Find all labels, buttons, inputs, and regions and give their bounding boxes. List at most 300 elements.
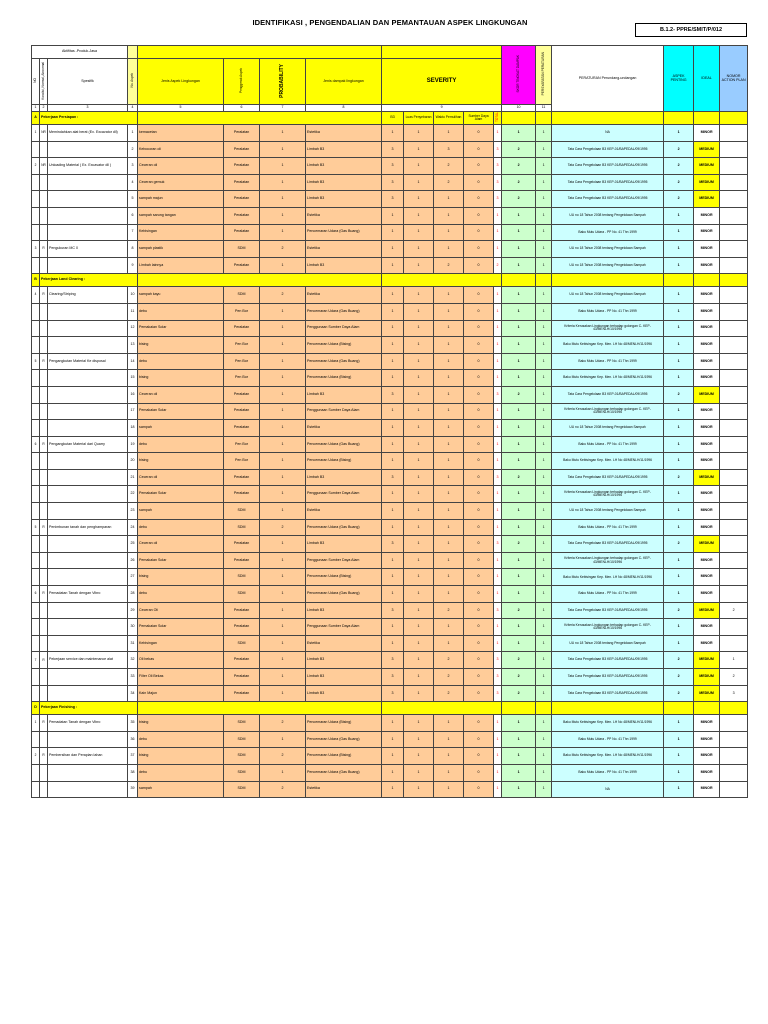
cell-dampak: Pencemaran Udara (Gas Buang) xyxy=(306,436,382,453)
cell-ap: 1 xyxy=(664,781,694,798)
cell-k xyxy=(40,337,48,354)
cell-spec xyxy=(48,420,128,437)
cell-b3: 1 xyxy=(382,370,404,387)
cell-luas: 1 xyxy=(404,436,434,453)
cell-no xyxy=(32,635,40,652)
cell-reg: Baku Mutu Udara - PP No. 41 Thn 1999 xyxy=(552,764,664,781)
cell-spec xyxy=(48,337,128,354)
cell-dampak: Pencemaran Udara (Gas Buang) xyxy=(306,764,382,781)
cell-spec xyxy=(48,386,128,403)
cell-luas: 1 xyxy=(404,669,434,686)
cell-prob: 1 xyxy=(260,370,306,387)
cell-ap: 1 xyxy=(664,320,694,337)
cell-skor: 1 xyxy=(502,619,536,636)
cell-luas: 1 xyxy=(404,320,434,337)
cell-peng: SDM xyxy=(224,715,260,732)
cell-peng: Pen Bor xyxy=(224,303,260,320)
cell-no xyxy=(32,420,40,437)
cell-ideal: MINOR xyxy=(694,748,720,765)
cell-act: 2 xyxy=(720,669,748,686)
cell-ideal: MINOR xyxy=(694,224,720,241)
cell-na: 16 xyxy=(128,386,138,403)
cell-luas: 1 xyxy=(404,486,434,503)
aspect-table xyxy=(31,45,748,798)
cell-k: NR xyxy=(40,158,48,175)
cell-sda: 0 xyxy=(464,224,494,241)
cell-luas: 1 xyxy=(404,569,434,586)
cell-luas: 1 xyxy=(404,207,434,224)
cell-tot: 3 xyxy=(494,386,502,403)
cell-jenis: Ceceran oli xyxy=(138,469,224,486)
cell-b3: 1 xyxy=(382,552,404,569)
cell-spec: Pemadatan Tanah dengan Vibro xyxy=(48,586,128,603)
cell-reg: Tata Cara Pengelolaan B3 KEP-01/BAPEDAL/09/1995 xyxy=(552,669,664,686)
cell-ap: 1 xyxy=(664,353,694,370)
cell-no xyxy=(32,141,40,158)
cell-per: 1 xyxy=(536,353,552,370)
cell-sda: 0 xyxy=(464,503,494,520)
cell-b3: 1 xyxy=(382,337,404,354)
cell-sda: 0 xyxy=(464,731,494,748)
header-no-aspek: No. Aspek xyxy=(129,73,134,88)
cell-peng: Peralatan xyxy=(224,224,260,241)
header-kondisi: Kondisi, Normal, Abnormal xyxy=(40,61,45,100)
cell-ideal: MINOR xyxy=(694,619,720,636)
cell-sda: 0 xyxy=(464,353,494,370)
cell-ap: 1 xyxy=(664,287,694,304)
cell-spec xyxy=(48,731,128,748)
cell-k: R xyxy=(40,586,48,603)
cell-jenis: debu xyxy=(138,436,224,453)
sev-b3-label: B3 xyxy=(382,112,404,125)
cell-act xyxy=(720,320,748,337)
cell-act xyxy=(720,519,748,536)
cell-jenis: bising xyxy=(138,453,224,470)
cell-sda: 0 xyxy=(464,536,494,553)
cell-prob: 1 xyxy=(260,764,306,781)
cell-spec xyxy=(48,669,128,686)
cell-peng: Peralatan xyxy=(224,685,260,702)
cell-tot: 1 xyxy=(494,436,502,453)
cell-sda: 0 xyxy=(464,287,494,304)
cell-dampak: Limbah B3 xyxy=(306,469,382,486)
cell-luas: 1 xyxy=(404,370,434,387)
cell-na: 38 xyxy=(128,764,138,781)
cell-act xyxy=(720,241,748,258)
cell-spec: Pembersihan dan Perapian lahan xyxy=(48,748,128,765)
cell-tot: 1 xyxy=(494,731,502,748)
table-row xyxy=(32,602,748,619)
cell-sda: 0 xyxy=(464,652,494,669)
cell-dampak: Limbah B3 xyxy=(306,669,382,686)
cell-no xyxy=(32,486,40,503)
table-row xyxy=(32,125,748,142)
table-row xyxy=(32,685,748,702)
cell-reg: Kriteria Kerusakan Lingkungan terhadap golongan C- KEP-43/MENLH/10/1996 xyxy=(552,552,664,569)
cell-ideal: MINOR xyxy=(694,303,720,320)
cell-peng: SDM xyxy=(224,569,260,586)
cell-sda: 0 xyxy=(464,420,494,437)
cell-luas: 1 xyxy=(404,303,434,320)
cell-peng: SDM xyxy=(224,586,260,603)
cell-tot: 1 xyxy=(494,337,502,354)
cell-luas: 1 xyxy=(404,731,434,748)
cell-reg: Kriteria Kerusakan Lingkungan terhadap golongan C- KEP-43/MENLH/10/1996 xyxy=(552,619,664,636)
cell-b3: 3 xyxy=(382,386,404,403)
cell-b3: 1 xyxy=(382,635,404,652)
cell-no: 1 xyxy=(32,125,40,142)
cell-peng: Peralatan xyxy=(224,486,260,503)
cell-ap: 1 xyxy=(664,715,694,732)
cell-luas: 1 xyxy=(404,287,434,304)
cell-luas: 1 xyxy=(404,748,434,765)
cell-luas: 1 xyxy=(404,158,434,175)
cell-sda: 0 xyxy=(464,602,494,619)
cell-no xyxy=(32,602,40,619)
cell-spec xyxy=(48,224,128,241)
section-code: A xyxy=(32,112,40,125)
cell-na: 30 xyxy=(128,619,138,636)
cell-no: 2 xyxy=(32,158,40,175)
cell-luas: 1 xyxy=(404,552,434,569)
cell-dampak: Pencemaran Udara (Bising) xyxy=(306,453,382,470)
cell-per: 1 xyxy=(536,158,552,175)
cell-tot: 1 xyxy=(494,287,502,304)
cell-spec: Pengangkutan Material Ke disposal xyxy=(48,353,128,370)
cell-jenis: Kebisingan xyxy=(138,635,224,652)
cell-k xyxy=(40,257,48,274)
header-action-plan: NOMOR ACTION PLAN xyxy=(720,46,748,112)
cell-peng: SDM xyxy=(224,748,260,765)
cell-peng: Pen Bor xyxy=(224,370,260,387)
cell-ap: 1 xyxy=(664,257,694,274)
cell-ideal: MEDIUM xyxy=(694,536,720,553)
cell-peng: Peralatan xyxy=(224,320,260,337)
cell-prob: 1 xyxy=(260,436,306,453)
cell-ideal: MINOR xyxy=(694,353,720,370)
cell-na: 24 xyxy=(128,519,138,536)
cell-spec xyxy=(48,602,128,619)
cell-na: 20 xyxy=(128,453,138,470)
cell-k xyxy=(40,320,48,337)
cell-peng: Peralatan xyxy=(224,619,260,636)
cell-no: 4 xyxy=(32,287,40,304)
cell-peng: Pen Bor xyxy=(224,453,260,470)
cell-jenis: bising xyxy=(138,569,224,586)
cell-sda: 0 xyxy=(464,586,494,603)
cell-waktu: 1 xyxy=(434,635,464,652)
cell-reg: NA xyxy=(552,781,664,798)
cell-na: 33 xyxy=(128,669,138,686)
cell-b3: 1 xyxy=(382,257,404,274)
cell-ideal: MINOR xyxy=(694,257,720,274)
cell-peng: Pen Bor xyxy=(224,337,260,354)
cell-luas: 1 xyxy=(404,386,434,403)
cell-ap: 1 xyxy=(664,519,694,536)
cell-k: R xyxy=(40,353,48,370)
header-aspek-penting: ASPEK PENTING xyxy=(664,46,694,112)
col-number: 8 xyxy=(306,105,382,112)
cell-sda: 0 xyxy=(464,257,494,274)
cell-tot: 2 xyxy=(494,257,502,274)
header-jenis-aspek: Jenis Aspek Lingkungan xyxy=(138,59,224,105)
table-row xyxy=(32,764,748,781)
cell-act xyxy=(720,207,748,224)
table-row xyxy=(32,303,748,320)
cell-tot: 1 xyxy=(494,320,502,337)
cell-dampak: Limbah B3 xyxy=(306,174,382,191)
cell-prob: 1 xyxy=(260,191,306,208)
table-row xyxy=(32,436,748,453)
cell-tot: 1 xyxy=(494,635,502,652)
cell-dampak: Estetika xyxy=(306,781,382,798)
cell-peng: Peralatan xyxy=(224,669,260,686)
cell-no xyxy=(32,191,40,208)
cell-act xyxy=(720,337,748,354)
cell-reg: UU no 18 Tahun 2008 tentang Pengelolaan Sampah xyxy=(552,287,664,304)
cell-dampak: Pencemaran Udara (Bising) xyxy=(306,715,382,732)
header-penggerak: Penggerak Aspek xyxy=(238,68,243,94)
cell-no xyxy=(32,174,40,191)
cell-waktu: 1 xyxy=(434,303,464,320)
cell-ideal: MINOR xyxy=(694,420,720,437)
cell-prob: 1 xyxy=(260,731,306,748)
cell-act xyxy=(720,586,748,603)
cell-skor: 1 xyxy=(502,764,536,781)
cell-jenis: Ceceran Oli xyxy=(138,602,224,619)
cell-act xyxy=(720,619,748,636)
cell-peng: SDM xyxy=(224,764,260,781)
cell-act xyxy=(720,569,748,586)
cell-no xyxy=(32,764,40,781)
cell-b3: 3 xyxy=(382,469,404,486)
col-number: 9 xyxy=(382,105,502,112)
cell-reg: Kriteria Kerusakan Lingkungan terhadap golongan C- KEP-43/MENLH/10/1996 xyxy=(552,320,664,337)
cell-ideal: MINOR xyxy=(694,731,720,748)
cell-no xyxy=(32,320,40,337)
cell-na: 7 xyxy=(128,224,138,241)
cell-waktu: 1 xyxy=(434,453,464,470)
cell-spec xyxy=(48,781,128,798)
cell-spec xyxy=(48,403,128,420)
cell-skor: 1 xyxy=(502,781,536,798)
cell-no xyxy=(32,536,40,553)
cell-b3: 1 xyxy=(382,503,404,520)
cell-act xyxy=(720,436,748,453)
cell-prob: 1 xyxy=(260,303,306,320)
cell-tot: 1 xyxy=(494,420,502,437)
cell-k xyxy=(40,503,48,520)
cell-waktu: 1 xyxy=(434,569,464,586)
table-row xyxy=(32,337,748,354)
cell-ideal: MEDIUM xyxy=(694,652,720,669)
cell-spec xyxy=(48,619,128,636)
cell-na: 3 xyxy=(128,158,138,175)
cell-ideal: MINOR xyxy=(694,241,720,258)
cell-no xyxy=(32,257,40,274)
cell-na: 23 xyxy=(128,503,138,520)
cell-jenis: debu xyxy=(138,586,224,603)
cell-ideal: MEDIUM xyxy=(694,469,720,486)
cell-ideal: MEDIUM xyxy=(694,602,720,619)
cell-spec xyxy=(48,303,128,320)
cell-act xyxy=(720,635,748,652)
cell-sda: 0 xyxy=(464,403,494,420)
header-ideal: IDEAL xyxy=(694,46,720,112)
cell-prob: 1 xyxy=(260,141,306,158)
cell-peng: Peralatan xyxy=(224,552,260,569)
cell-peng: Peralatan xyxy=(224,469,260,486)
cell-waktu: 1 xyxy=(434,353,464,370)
header-skor: SKOR TINGKAT DAMPAK xyxy=(515,55,520,93)
cell-peng: SDM xyxy=(224,635,260,652)
cell-dampak: Pencemaran Udara (Gas Buang) xyxy=(306,353,382,370)
cell-skor: 1 xyxy=(502,303,536,320)
cell-ideal: MINOR xyxy=(694,503,720,520)
cell-no xyxy=(32,569,40,586)
cell-k xyxy=(40,781,48,798)
cell-reg: Tata Cara Pengelolaan B3 KEP-01/BAPEDAL/09/1995 xyxy=(552,141,664,158)
cell-ideal: MINOR xyxy=(694,287,720,304)
cell-tot: 3 xyxy=(494,191,502,208)
cell-waktu: 1 xyxy=(434,619,464,636)
cell-b3: 1 xyxy=(382,353,404,370)
cell-sda: 0 xyxy=(464,552,494,569)
col-number: 6 xyxy=(224,105,260,112)
cell-na: 13 xyxy=(128,337,138,354)
cell-ideal: MINOR xyxy=(694,519,720,536)
cell-spec: Pekerjaan service dan maintenance alat xyxy=(48,652,128,669)
cell-na: 19 xyxy=(128,436,138,453)
cell-ideal: MINOR xyxy=(694,569,720,586)
cell-act: 1 xyxy=(720,652,748,669)
cell-no xyxy=(32,669,40,686)
cell-waktu: 1 xyxy=(434,764,464,781)
cell-dampak: Pencemaran Udara (Bising) xyxy=(306,337,382,354)
cell-b3: 3 xyxy=(382,685,404,702)
cell-na: 9 xyxy=(128,257,138,274)
cell-no xyxy=(32,469,40,486)
cell-luas: 1 xyxy=(404,141,434,158)
table-row xyxy=(32,386,748,403)
cell-dampak: Limbah B3 xyxy=(306,652,382,669)
cell-per: 1 xyxy=(536,669,552,686)
cell-ideal: MEDIUM xyxy=(694,141,720,158)
cell-prob: 1 xyxy=(260,685,306,702)
cell-b3: 1 xyxy=(382,519,404,536)
cell-waktu: 2 xyxy=(434,158,464,175)
cell-ap: 1 xyxy=(664,337,694,354)
cell-ap: 1 xyxy=(664,453,694,470)
cell-k xyxy=(40,602,48,619)
cell-skor: 1 xyxy=(502,503,536,520)
cell-jenis: Kain Majun xyxy=(138,685,224,702)
cell-dampak: Pencemaran Udara (Gas Buang) xyxy=(306,519,382,536)
cell-skor: 1 xyxy=(502,337,536,354)
cell-ideal: MINOR xyxy=(694,370,720,387)
cell-luas: 1 xyxy=(404,337,434,354)
col-number: 1 xyxy=(32,105,40,112)
cell-ideal: MINOR xyxy=(694,207,720,224)
cell-waktu: 1 xyxy=(434,337,464,354)
cell-k: NR xyxy=(40,125,48,142)
cell-per: 1 xyxy=(536,635,552,652)
cell-luas: 1 xyxy=(404,586,434,603)
cell-per: 1 xyxy=(536,602,552,619)
table-row xyxy=(32,569,748,586)
cell-ap: 2 xyxy=(664,602,694,619)
cell-prob: 1 xyxy=(260,386,306,403)
cell-skor: 1 xyxy=(502,420,536,437)
cell-k xyxy=(40,486,48,503)
cell-jenis: debu xyxy=(138,764,224,781)
document-title: IDENTIFIKASI , PENGENDALIAN DAN PEMANTAUAN ASPEK LINGKUNGAN xyxy=(252,18,528,27)
table-row xyxy=(32,320,748,337)
cell-k xyxy=(40,453,48,470)
cell-act xyxy=(720,353,748,370)
cell-ap: 1 xyxy=(664,370,694,387)
cell-per: 1 xyxy=(536,586,552,603)
cell-per: 1 xyxy=(536,453,552,470)
cell-reg: Tata Cara Pengelolaan B3 KEP-01/BAPEDAL/09/1995 xyxy=(552,158,664,175)
cell-act xyxy=(720,224,748,241)
cell-waktu: 1 xyxy=(434,191,464,208)
cell-jenis: sampah plastik xyxy=(138,241,224,258)
cell-luas: 1 xyxy=(404,125,434,142)
header-persyaratan: PERSYARATAN PERATURAN xyxy=(540,52,545,96)
cell-k xyxy=(40,569,48,586)
cell-reg: UU no 18 Tahun 2008 tentang Pengelolaan Sampah xyxy=(552,503,664,520)
cell-spec xyxy=(48,257,128,274)
cell-peng: Peralatan xyxy=(224,420,260,437)
cell-reg: NA xyxy=(552,125,664,142)
cell-waktu: 2 xyxy=(434,652,464,669)
cell-ideal: MINOR xyxy=(694,635,720,652)
cell-sda: 0 xyxy=(464,669,494,686)
table-row xyxy=(32,635,748,652)
cell-no: 5 xyxy=(32,519,40,536)
cell-spec: Unloading Material ( Ex. Excavator dll ) xyxy=(48,158,128,175)
cell-jenis: Ceceran gemuk xyxy=(138,174,224,191)
col-number: 11 xyxy=(536,105,552,112)
cell-prob: 1 xyxy=(260,337,306,354)
cell-act xyxy=(720,174,748,191)
table-row xyxy=(32,669,748,686)
cell-prob: 1 xyxy=(260,635,306,652)
cell-spec: Pengangkutan Material dari Quarry xyxy=(48,436,128,453)
cell-ideal: MINOR xyxy=(694,715,720,732)
cell-luas: 1 xyxy=(404,635,434,652)
cell-sda: 0 xyxy=(464,158,494,175)
cell-spec xyxy=(48,536,128,553)
cell-na: 37 xyxy=(128,748,138,765)
cell-ideal: MINOR xyxy=(694,781,720,798)
cell-luas: 1 xyxy=(404,174,434,191)
cell-spec: Clearing/Striping xyxy=(48,287,128,304)
cell-b3: 1 xyxy=(382,436,404,453)
cell-dampak: Pencemaran Udara (Gas Buang) xyxy=(306,224,382,241)
cell-act xyxy=(720,420,748,437)
col-number: 10 xyxy=(502,105,536,112)
section-row xyxy=(32,112,748,125)
cell-waktu: 1 xyxy=(434,287,464,304)
cell-spec xyxy=(48,191,128,208)
cell-skor: 1 xyxy=(502,224,536,241)
cell-skor: 1 xyxy=(502,436,536,453)
cell-act xyxy=(720,403,748,420)
cell-luas: 1 xyxy=(404,652,434,669)
cell-na: 32 xyxy=(128,652,138,669)
